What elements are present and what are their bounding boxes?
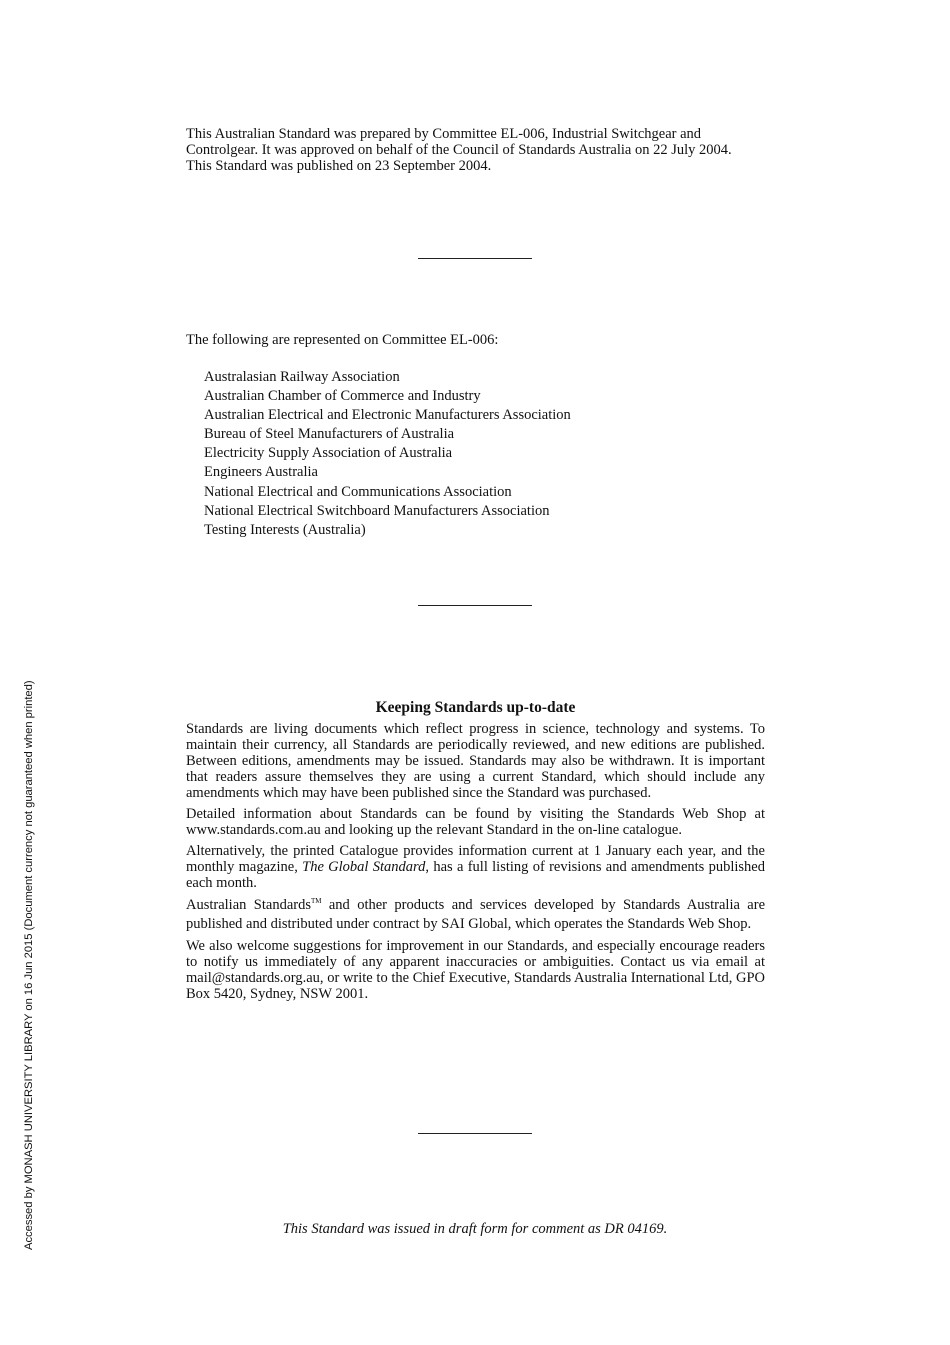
committee-member: Electricity Supply Association of Australia [204,445,453,462]
committee-member: Engineers Australia [204,464,318,481]
paragraph-catalogue-text-start: Alternatively, the printed Catalogue provides information current at 1 January each year, and the monthly magazine, [186,843,765,875]
committee-member: National Electrical Switchboard Manufacturers Association [204,502,550,519]
committee-member: Bureau of Steel Manufacturers of Australia [204,426,455,443]
paragraph-web-shop: Detailed information about Standards can be found by visiting the Standards Web Shop at www.standards.com.au and looking up the relevant Standard in the on-line catalogue. [186,806,765,838]
paragraph-sai-global [186,896,765,933]
section-heading: Keeping Standards up-to-date [375,699,576,716]
committee-member: National Electrical and Communications Association [204,483,512,500]
access-watermark: Accessed by MONASH UNIVERSITY LIBRARY on 16 Jun 2015 (Document currency not guaranteed when printed) [23,680,35,1250]
divider-rule [418,605,532,606]
committee-member: Australian Chamber of Commerce and Industry [204,388,481,405]
keeping-up-to-date-body [186,721,765,1007]
committee-intro: The following are represented on Committee EL-006: [186,332,499,348]
preparation-statement [186,126,765,174]
committee-member: Australian Electrical and Electronic Manufacturers Association [204,407,571,424]
committee-member-list [204,368,571,540]
paragraph-sai-global-text-start: Australian Standards [186,897,311,913]
committee-member: Testing Interests (Australia) [204,521,366,538]
draft-note: This Standard was issued in draft form for comment as DR 04169. [282,1221,668,1237]
divider-rule [418,258,532,259]
paragraph-catalogue-text-end: , has a full listing of revisions and amendments published each month. [186,859,765,891]
divider-rule [418,1133,532,1134]
paragraph-sai-global-text-end: and other products and services developed by Standards Australia are published and distributed under contract by SAI Global, which operates the Standards Web Shop. [186,897,765,932]
paragraph-living-documents: Standards are living documents which reflect progress in science, technology and systems. To maintain their currency, all Standards are periodically reviewed, and new editions are published. Between editions, amendments may be issued. Standards may also be withdrawn. It is important that readers assure themselves they are using a current Standard, which should include any amendments which may have been published since the Standard was purchased. [186,721,765,801]
preparation-text: This Australian Standard was prepared by Committee EL-006, Industrial Switchgear and Controlgear. It was approved on behalf of the Council of Standards Australia on 22 July 2004. [186,126,732,158]
trademark-mark: TM [310,897,322,905]
magazine-title: The Global Standard [302,859,426,875]
paragraph-catalogue [186,843,765,891]
committee-member: Australasian Railway Association [204,369,400,385]
paragraph-suggestions: We also welcome suggestions for improvement in our Standards, and especially encourage readers to notify us immediately of any apparent inaccuracies or ambiguities. Contact us via email at mail@standards.org.au, or write to the Chief Executive, Standards Australia International Ltd, GPO Box 5420, Sydney, NSW 2001. [186,938,765,1002]
publication-date-text: This Standard was published on 23 September 2004. [186,158,492,174]
